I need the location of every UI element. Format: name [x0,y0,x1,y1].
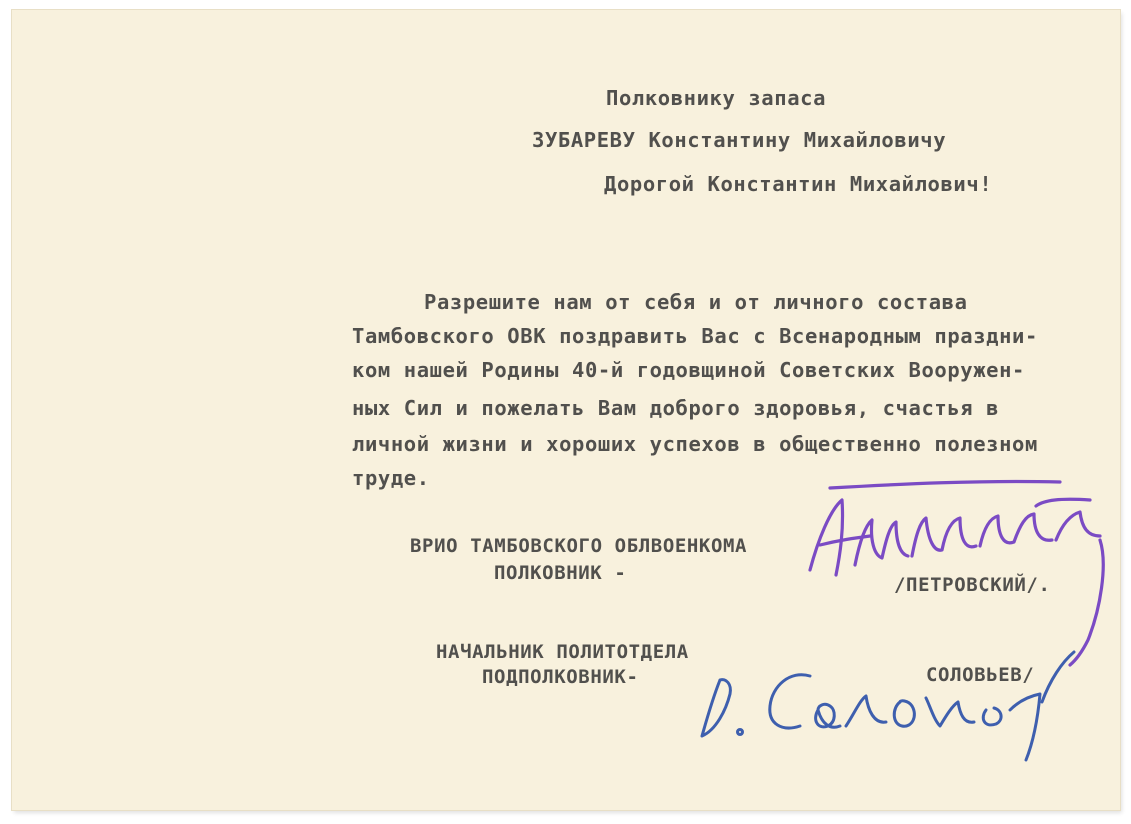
body-line: ных Сил и пожелать Вам доброго здоровья, счастья в [352,396,1000,420]
body-line: ком нашей Родины 40-й годовщиной Советских Вооружен- [352,358,1025,382]
body-line: труде. [352,466,430,490]
signatory-1-name: /ПЕТРОВСКИЙ/. [894,574,1051,596]
body-line: Разрешите нам от себя и от личного состава [424,290,968,314]
signatory-2-name: СОЛОВЬЕВ/ [926,664,1035,686]
body-line: Тамбовского ОВК поздравить Вас с Всенародным праздни- [352,324,1038,348]
body-line: личной жизни и хороших успехов в общественно полезном [352,432,1038,456]
signatory-2-title: НАЧАЛЬНИК ПОЛИТОТДЕЛА [436,641,689,663]
handwritten-signature-solovyev-icon [690,640,1110,780]
signatory-1-title: ВРИО ТАМБОВСКОГО ОБЛВОЕНКОМА [410,535,748,557]
addressee-rank: Полковнику запаса [606,86,827,110]
salutation: Дорогой Константин Михайлович! [604,172,993,196]
signatory-1-rank: ПОЛКОВНИК - [494,562,627,584]
addressee-name: ЗУБАРЕВУ Константину Михайловичу [532,128,947,152]
signatory-2-rank: ПОДПОЛКОВНИК- [482,666,639,688]
